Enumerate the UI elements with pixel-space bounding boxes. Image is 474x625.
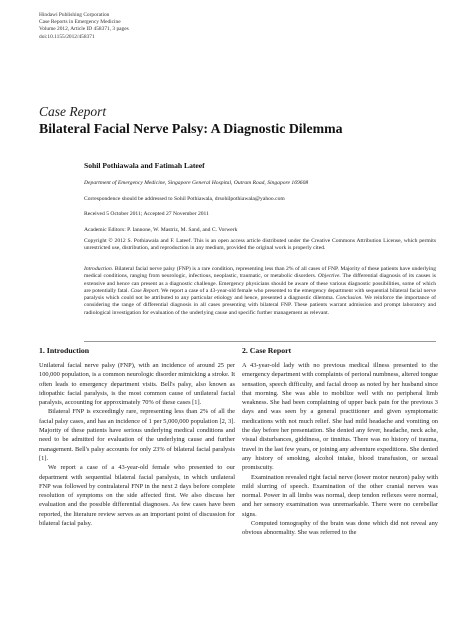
abstract-case-text: We report a case of a 43-year-old female who presented to the emergency department with sequential bilateral facial nerve paralysis which could not be attributed to any particular etiology and hence, presented a diagnostic dilemma. — [84, 287, 436, 302]
academic-editors: Academic Editors: P. Iannone, W. Mastriz, M. Sand, and C. Vorwerk — [84, 227, 238, 233]
case-report-paragraph: Computed tomography of the brain was done which did not reveal any obvious abnormality. She was referred to the — [242, 520, 438, 537]
case-report-paragraph: Examination revealed right facial nerve (lower motor neuron) palsy with mild slurring of speech. Examination of the other cranial nerves was normal. Power in all limbs was normal, deep tendon reflexes were normal, and her sensory examination was unremarkable. There were no cerebellar signs. — [242, 473, 438, 518]
copyright-notice: Copyright © 2012 S. Pothiawala and F. Lateef. This is an open access article distributed under the Creative Commons Attribution License, which permits unrestricted use, distribution, and reproduction in any medium, provided the original work is properly cited. — [84, 238, 436, 252]
article-type: Case Report — [39, 104, 107, 119]
introduction-paragraph: We report a case of a 43-year-old female who presented to our department with sequential bilateral facial paralysis, in which unilateral FNP was followed by contralateral FNP in the next 2 days before complete resolution of symptoms on the side affected first. We also discuss her evaluation and the possible differential diagnoses. As few cases have been reported, the literature review serves as an important point of discussion for bilateral facial palsy. — [39, 464, 235, 528]
abstract-intro-label: Introduction. — [84, 266, 114, 272]
introduction-paragraph: Bilateral FNP is exceedingly rare, representing less than 2% of all the facial palsy cases, and has an incidence of 1 per 5,000,000 population [2, 3]. Majority of these patients have serious underlying medical conditions and need to be admitted for evaluation of the underlying cause and further management. Bell's palsy accounts for only 23% of bilateral facial paralysis [1]. — [39, 408, 235, 462]
publisher-line: Hindawi Publishing Corporation — [39, 12, 110, 18]
case-report-paragraph: A 43-year-old lady with no previous medical illness presented to the emergency department with complaints of perioral numbness, altered tongue sensation, speech difficulty, and facial droop as noted by her husband since that morning. She was able to mobilize well with no peripheral limb weakness. She had been complaining of upper back pain for the previous 3 days and was seen by a general practitioner and given symptomatic medications with not much relief. She had mild headache and vomiting on the day before her presentation. She denied any fever, headache, neck ache, visual disturbances, giddiness, or tinnitus. There was no history of trauma, travel in the last few years, or joining any adventure expeditions. She denied any history of smoking, alcohol intake, blood transfusion, or sexual promiscuity. — [242, 362, 438, 472]
introduction-paragraph: Unilateral facial nerve palsy (FNP), with an incidence of around 25 per 100,000 population, is a common neurologic disorder mimicking a stroke. It often leads to emergency department visits. Bell's palsy, also known as idiopathic facial paralysis, is the most common cause of unilateral facial paralysis, accounting for approximately 70% of these cases [1]. — [39, 362, 235, 407]
abstract-conclusion-label: Conclusion. — [335, 295, 363, 302]
abstract-intro-text: Bilateral facial nerve palsy (FNP) is a rare condition, representing less than 2% of all cases of FNP. Majority of these patients have underlying medical conditions, ranging from neurologic, infectious, neoplastic, traumatic, or metabolic disorders. — [84, 266, 436, 280]
affiliation: Department of Emergency Medicine, Singapore General Hospital, Outram Road, Singapore 169608 — [84, 180, 309, 186]
introduction-column — [39, 361, 235, 528]
volume-line: Volume 2012, Article ID 458371, 3 pages — [39, 26, 129, 33]
correspondence: Correspondence should be addressed to Sohil Pothiawala, drsohilpothiawala@yahoo.com — [84, 196, 285, 202]
case-report-column — [242, 361, 438, 538]
doi-line: doi:10.1155/2012/458371 — [39, 33, 95, 40]
abstract-case-label: Case Report. — [130, 287, 160, 294]
abstract — [84, 266, 436, 317]
section-divider — [84, 341, 436, 342]
case-report-heading: 2. Case Report — [242, 346, 292, 355]
publication-info — [39, 12, 129, 41]
authors: Sohil Pothiawala and Fatimah Lateef — [84, 161, 205, 170]
received-accepted-dates: Received 5 October 2011; Accepted 27 November 2011 — [84, 211, 209, 217]
journal-line: Case Reports in Emergency Medicine — [39, 19, 121, 26]
introduction-heading: 1. Introduction — [39, 346, 90, 355]
abstract-objective-text: The differential diagnosis of its causes is extensive and hence can present as a diagnostic challenge. Emergency physicians should be aware of these various diagnostic possibilities, some of which are potentially fatal. — [84, 273, 436, 294]
abstract-objective-label: Objective. — [317, 273, 341, 280]
abstract-conclusion-text: We reinforce the importance of considering the range of differential diagnosis in all cases presenting with bilateral FNP. These patients warrant admission and prompt laboratory and radiological investigation for evaluation of the underlying cause and specific further management as relevant. — [84, 295, 436, 316]
article-title: Bilateral Facial Nerve Palsy: A Diagnostic Dilemma — [39, 121, 343, 136]
